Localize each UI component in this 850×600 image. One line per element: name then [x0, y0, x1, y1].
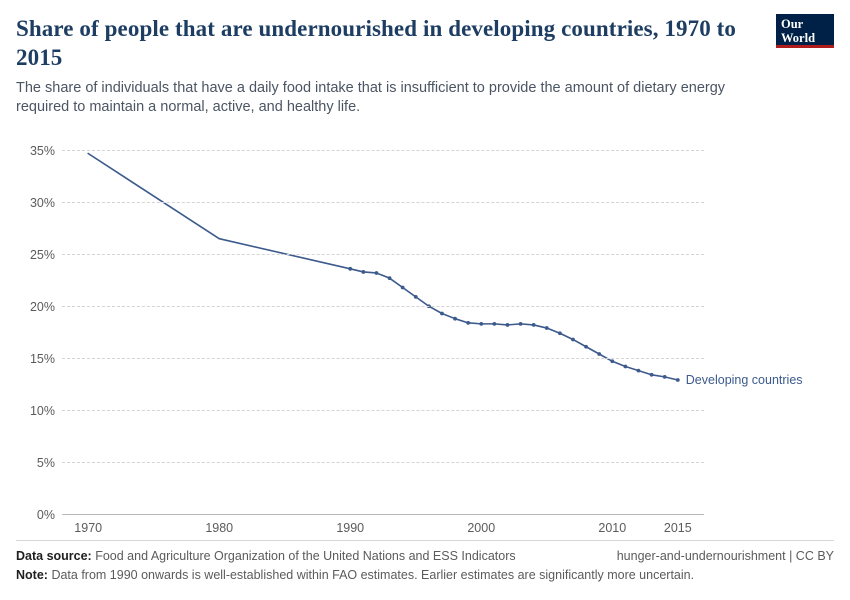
data-source — [16, 549, 516, 563]
chart-note-text: Data from 1990 onwards is well-established within FAO estimates. Earlier estimates are significantly more uncertain. — [51, 568, 695, 582]
series-point[interactable] — [492, 322, 496, 326]
series-point[interactable] — [663, 375, 667, 379]
x-axis-tick-label: 1990 — [336, 521, 365, 535]
x-axis-tick-label: 1980 — [205, 521, 234, 535]
gridline — [36, 456, 704, 471]
series-point[interactable] — [361, 270, 365, 274]
data-source-label: Data source: — [16, 549, 92, 563]
series-point[interactable] — [597, 352, 601, 356]
series-point[interactable] — [440, 312, 444, 316]
series-point[interactable] — [571, 338, 575, 342]
chart-footer — [16, 540, 834, 582]
series-point[interactable] — [532, 323, 536, 327]
series-point[interactable] — [623, 365, 627, 369]
y-axis-tick-label: 30% — [29, 196, 55, 211]
series-point[interactable] — [637, 369, 641, 373]
series-point[interactable] — [466, 321, 470, 325]
gridline — [29, 196, 704, 211]
x-axis-tick-label: 2000 — [467, 521, 496, 535]
series-point[interactable] — [388, 276, 392, 280]
series-point[interactable] — [545, 326, 549, 330]
series-point[interactable] — [414, 295, 418, 299]
y-axis-tick-label: 15% — [29, 352, 55, 367]
series-point[interactable] — [650, 373, 654, 377]
gridline — [29, 404, 704, 419]
x-axis-tick-label: 2015 — [663, 521, 692, 535]
series-point[interactable] — [348, 267, 352, 271]
series-point[interactable] — [401, 286, 405, 290]
gridline — [29, 352, 704, 367]
chart-note — [16, 568, 834, 582]
series-legend-label[interactable]: Developing countries — [685, 372, 803, 387]
series-point[interactable] — [479, 322, 483, 326]
series-line — [88, 154, 678, 380]
chart-subtitle: The share of individuals that have a daily food intake that is insufficient to provide the amount of dietary energy required to maintain a normal, active, and healthy life. — [16, 79, 726, 116]
y-axis-tick-label: 5% — [36, 456, 55, 471]
y-axis-tick-label: 35% — [29, 144, 55, 159]
y-axis-tick-label: 10% — [29, 404, 55, 419]
page-title: Share of people that are undernourished in developing countries, 1970 to 2015 — [16, 16, 737, 71]
series-point[interactable] — [519, 322, 523, 326]
footer-link[interactable]: hunger-and-undernourishment | CC BY — [616, 549, 834, 563]
series-point[interactable] — [375, 271, 379, 275]
chart-header — [16, 14, 834, 118]
series-point[interactable] — [558, 331, 562, 335]
y-axis-tick-label: 0% — [36, 508, 55, 522]
series-point[interactable] — [506, 323, 510, 327]
chart-series-layer — [62, 140, 704, 514]
series-point[interactable] — [453, 317, 457, 321]
gridline — [29, 248, 704, 263]
owid-logo-line2: in Data — [781, 45, 821, 60]
series-point[interactable] — [584, 345, 588, 349]
gridline — [29, 144, 704, 159]
owid-logo-line1: Our World — [781, 17, 816, 46]
series-point[interactable] — [610, 359, 614, 363]
data-source-text: Food and Agriculture Organization of the United Nations and ESS Indicators — [95, 549, 516, 563]
series-point[interactable] — [676, 378, 680, 382]
chart-plot-wrapper — [16, 132, 834, 552]
y-axis-tick-label: 20% — [29, 300, 55, 315]
x-axis-tick-label: 2010 — [598, 521, 627, 535]
chart-plot-area[interactable] — [29, 140, 803, 535]
gridline — [36, 508, 704, 522]
owid-logo[interactable] — [776, 14, 834, 60]
x-axis-tick-label: 1970 — [74, 521, 103, 535]
chart-note-label: Note: — [16, 568, 48, 582]
gridline — [29, 300, 704, 315]
y-axis-tick-label: 25% — [29, 248, 55, 263]
